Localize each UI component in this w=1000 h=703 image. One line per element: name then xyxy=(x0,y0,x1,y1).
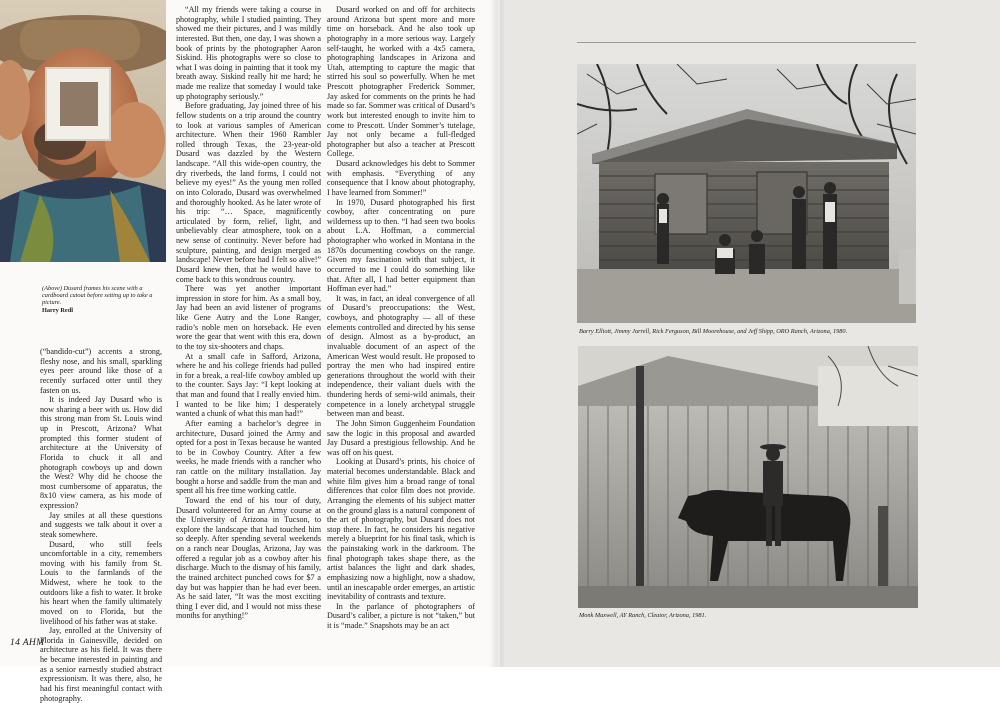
col2-para: After earning a bachelor’s degree in architecture, Dusard joined the Army and opted for a post in Texas because he wanted to be in Cowboy Country. After a few weeks, he made friends with a rancher who ran cattle on the military installation. Jay bought a horse and saddle from the man and spent all his free time working cattle. xyxy=(176,418,321,496)
col2-para: “All my friends were taking a course in photography, while I studied painting. They showed me their pictures, and I was mildly interested. But then, one day, I was shown a book of prints by the photographer Aaron Siskind. His photographs were so close to what I was doing in painting that it took my breath away. Siskind really hit me hard; he made me realize that someday I would take up photography seriously.” xyxy=(176,5,321,101)
col3-para: It was, in fact, an ideal convergence of all of Dusard’s preoccupations: the West, cowboys, and photography — all of these elements controlled and directed by his sense of design. Almost as a by-product, an invaluable document of an aspect of the American West would result. He proposed to portray the men who had inspired entire generations throughout the world with their independence, their valiant duels with the thundering herds of semi-wild animals, their competence in a lonely archetypal struggle between man and beast. xyxy=(327,293,475,419)
bottom-photo-caption: Monk Maxwell, AY Ranch, Cleator, Arizona, 1981. xyxy=(579,612,707,619)
photo-credit: Harry Redl xyxy=(42,306,73,314)
col1-para: Jay, enrolled at the University of Florida in Gainesville, decided on architecture as his field. It was there he became interested in painting and as a senior earnestly studied abstract expressionism. It was there, also, he had his first meaningful contact with photography. xyxy=(40,626,162,703)
text-column-1 xyxy=(40,347,162,703)
top-rule xyxy=(577,42,916,43)
top-photo-caption: Barry Elliott, Jimmy Jarrell, Rick Ferguson, Bill Moorehouse, and Jeff Shipp, ORO Ranch, Arizona, 1980. xyxy=(579,328,848,335)
col3-para: Dusard worked on and off for architects around Arizona but spent more and more time on horseback. And he also took up photography in a more serious way. Largely self-taught, he worked with a 4x5 camera, photographing landscapes in Arizona and Utah, attempting to capture the magic that stirred his soul so powerfully. When he met Prescott photographer Frederick Sommer, Jay asked for comments on the prints he had made so far. Sommer was critical of Dusard’s work but interested enough to invite him to come to Prescott. Under Sommer’s tutelage, Jay not only became a full-fledged photographer but also a teacher at Prescott College. xyxy=(327,5,475,159)
col1-para: Dusard, who still feels uncomfortable in a city, remembers moving with his family from St. Louis to the farmlands of the Midwest, where he took to the outdoors like a fish to water. It broke his heart when the family ultimately moved on to Florida, but the livelihood of his father was at stake. xyxy=(40,539,162,626)
photo-cowboys-cabin xyxy=(577,64,916,323)
col3-para: In 1970, Dusard photographed his first cowboy, after concentrating on pure wilderness up to then. “I had seen two books about L.A. Hoffman, a commercial photographer who worked in Montana in the 1870s documenting cowboys on the range. Given my fascination with that subject, it occurred to me I could do something like that. After all, I had better equipment than Hoffman ever had.” xyxy=(327,197,475,294)
col2-para: Toward the end of his tour of duty, Dusard volunteered for an Army course at the University of Arizona in Tucson, to explore the landscape that had touched him so deeply. After spending several weekends on a ranch near Douglas, Arizona, Jay was offered a regular job as a cowboy after his discharge. Much to the dismay of his family, the trained architect punched cows for $7 a day but was happier than he had ever been. As he said later, “It was the most exciting thing I ever did, and I would not miss these months for anything!” xyxy=(176,495,321,621)
photo-dusard-framing xyxy=(0,0,166,262)
col1-para: Jay smiles at all these questions and suggests we talk about it over a steak somewhere. xyxy=(40,510,162,539)
text-column-2 xyxy=(176,5,321,621)
photo-cowboy-horse xyxy=(578,346,918,608)
col3-para: The John Simon Guggenheim Foundation saw the logic in this proposal and awarded Jay Dusard a prestigious fellowship. And he was off on his quest. xyxy=(327,418,475,457)
col3-para: Looking at Dusard’s prints, his choice of material becomes understandable. Black and white film gives him a broad range of tonal differences that color film does not provide. Arranging the elements of his subject matter on the ground glass is a natural component of the art of photography, but Dusard does not stop there. In fact, he considers his negative merely a blueprint for his final task, which is the painstaking work in the darkroom. The final photograph takes shape there, as the artist balances the light and dark shades, emphasizing now a highlight, now a shadow, until an inescapable order emerges, an artistic inevitability of contrasts and texture. xyxy=(327,457,475,602)
col2-para: At a small cafe in Safford, Arizona, where he and his college friends had pulled in for a break, a real-life cowboy ambled up to the counter. Says Jay: “I kept looking at that man and found that I really envied him. I wanted to be like him; I desperately wanted a chunk of what this man had!” xyxy=(176,351,321,419)
col3-para: In the parlance of photographers of Dusard’s caliber, a picture is not “taken,” but it is “made.” Snapshots may be an act xyxy=(327,601,475,630)
col3-para: Dusard acknowledges his debt to Sommer with emphasis. “Everything of any consequence that I know about photography, I have learned from Sommer!” xyxy=(327,159,475,197)
col1-para: It is indeed Jay Dusard who is now sharing a beer with us. How did this strong man from St. Louis wind up in Prescott, Arizona? What prompted this former student of architecture at the University of Florida to chuck it all and photograph cowboys up and down the West? Why did he choose the most cumbersome of apparatus, the 8x10 view camera, as his mode of expression? xyxy=(40,395,162,510)
left-photo-caption xyxy=(42,285,157,314)
col1-para: (“bandido-cut”) accents a strong, fleshy nose, and his small, sparkling eyes peer around like those of a recently surfaced otter until they fasten on us. xyxy=(40,347,162,395)
col2-para: There was yet another important impression in store for him. As a small boy, Jay had been an avid listener of programs like Gene Autry and the Lone Ranger, radio’s noble men on horseback. He even wore the gear that went with this era, down to the toy six-shooters and chaps. xyxy=(176,284,321,351)
page-gutter xyxy=(490,0,504,667)
left-caption-text: (Above) Dusard frames his scene with a cardboard cutout before setting up to take a picture. xyxy=(42,285,153,307)
page-number: 14 AHM xyxy=(10,637,45,648)
text-column-3 xyxy=(327,5,475,631)
col2-para: Before graduating, Jay joined three of his fellow students on a trip around the country to look at various samples of American architecture. When their 1960 Rambler rolled through Texas, the 23-year-old Dusard was dazzled by the Western landscape. “All this wide-open country, the dry riverbeds, the land forms, I could not believe my eyes!” As the young men rolled on into Colorado, Dusard was overwhelmed and thoroughly hooked. As he later wrote of his trip: “… Space, magnificently articulated by form, relief, light, and unbelievably clear atmosphere, took on a new sense of continuity. Never before had sculpture, painting, and design merged as landscape! Never before had I felt so alive!” Dusard knew then, that he would have to come back to this wondrous country. xyxy=(176,101,321,284)
